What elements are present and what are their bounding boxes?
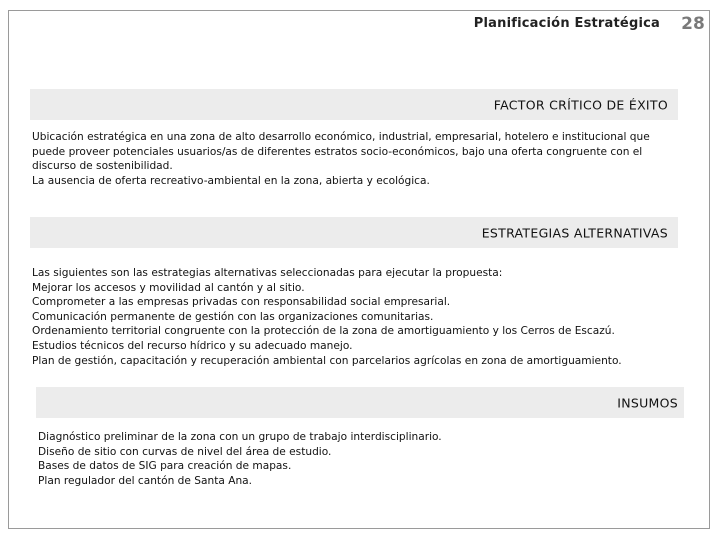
document-title: Planificación Estratégica [473, 16, 660, 31]
section-heading-band-estrategias [30, 217, 678, 248]
section-body-insumos [38, 430, 688, 488]
body-line: Diagnóstico preliminar de la zona con un grupo de trabajo interdisciplinario. [38, 431, 442, 443]
page-number: 28 [678, 12, 708, 36]
section-heading-band-insumos [36, 387, 684, 418]
body-line: Bases de datos de SIG para creación de mapas. [38, 460, 292, 473]
body-line: Las siguientes son las estrategias alternativas seleccionadas para ejecutar la propuesta: [32, 267, 503, 279]
body-line: Comunicación permanente de gestión con las organizaciones comunitarias. [32, 310, 434, 323]
body-line: discurso de sostenibilidad. [32, 160, 173, 173]
body-line: Comprometer a las empresas privadas con responsabilidad social empresarial. [32, 296, 451, 309]
body-line: Diseño de sitio con curvas de nivel del área de estudio. [38, 445, 332, 458]
body-line: Ubicación estratégica en una zona de alto desarrollo económico, industrial, empresarial, hotelero e institucional que [32, 131, 650, 143]
section-heading-factor: FACTOR CRÍTICO DE ÉXITO [493, 97, 668, 112]
body-line: puede proveer potenciales usuarios/as de diferentes estratos socio-económicos, bajo una oferta congruente con el [32, 145, 643, 158]
body-line: Plan de gestión, capacitación y recuperación ambiental con parcelarios agrícolas en zona de amortiguamiento. [32, 354, 622, 367]
body-line: Mejorar los accesos y movilidad al cantón y al sitio. [32, 281, 305, 294]
section-heading-insumos: INSUMOS [617, 395, 678, 410]
body-line: Plan regulador del cantón de Santa Ana. [38, 474, 253, 487]
body-line: Estudios técnicos del recurso hídrico y su adecuado manejo. [32, 339, 353, 352]
body-line: La ausencia de oferta recreativo-ambiental en la zona, abierta y ecológica. [32, 174, 430, 187]
section-heading-band-factor [30, 89, 678, 120]
section-body-factor [32, 130, 692, 188]
body-line: Ordenamiento territorial congruente con la protección de la zona de amortiguamiento y los Cerros de Escazú. [32, 325, 615, 338]
section-body-estrategias [32, 266, 692, 368]
section-heading-estrategias: ESTRATEGIAS ALTERNATIVAS [481, 225, 668, 240]
